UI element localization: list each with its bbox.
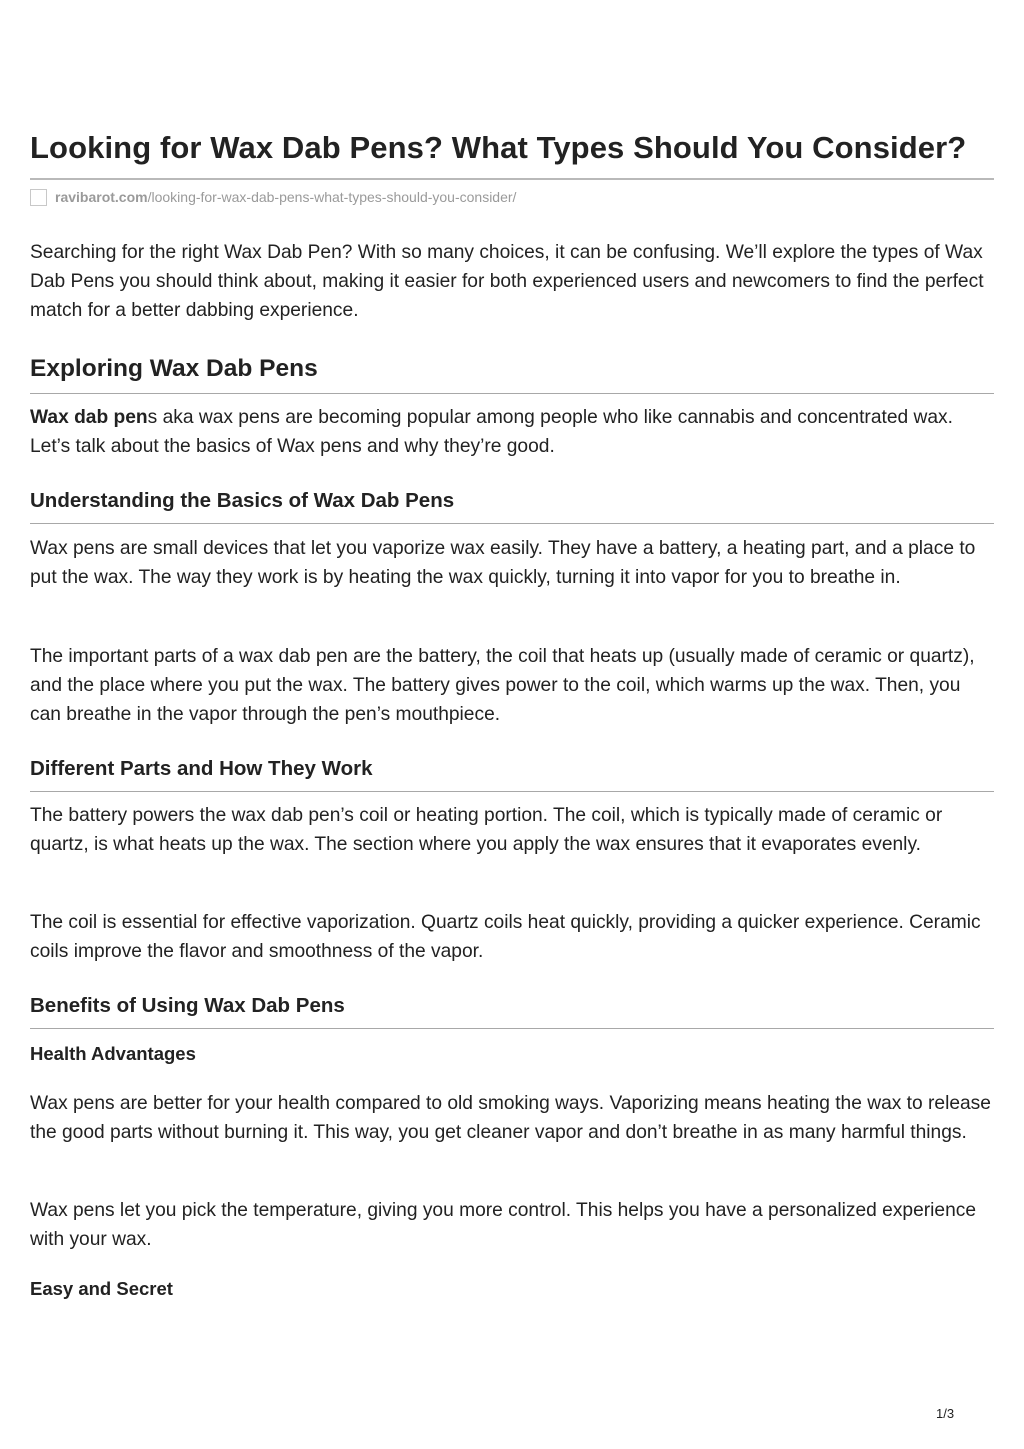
parts-paragraph-1: The battery powers the wax dab pen’s coil or heating portion. The coil, which is typically made of ceramic or quartz, is what heats up the wax. The section where you apply the wax ensures that it evaporates evenly. [30, 805, 943, 855]
source-path[interactable]: /looking-for-wax-dab-pens-what-types-should-you-consider/ [147, 189, 517, 205]
page-number: 1/3 [936, 1406, 955, 1421]
basics-paragraph-2: The important parts of a wax dab pen are the battery, the coil that heats up (usually made of ceramic or quartz), and the place where you put the wax. The battery gives power to the coil, which warms up the wax. Then, you can breathe in the vapor through the pen’s mouthpiece. [30, 646, 975, 725]
parts-paragraph-2: The coil is essential for effective vaporization. Quartz coils heat quickly, providing a quicker experience. Ceramic coils improve the flavor and smoothness of the vapor. [30, 912, 981, 962]
section-heading-basics: Understanding the Basics of Wax Dab Pens [30, 489, 455, 512]
section-divider [30, 1028, 994, 1029]
wax-dab-pen-link[interactable]: Wax dab pen [30, 407, 148, 428]
section-divider [30, 523, 994, 524]
favicon-icon [30, 189, 47, 206]
page-title: Looking for Wax Dab Pens? What Types Should You Consider? [30, 130, 967, 165]
section-heading-parts: Different Parts and How They Work [30, 757, 373, 780]
subheading-health: Health Advantages [30, 1043, 196, 1064]
benefits-paragraph-1: Wax pens are better for your health compared to old smoking ways. Vaporizing means heating the wax to release the good parts without burning it. This way, you get cleaner vapor and don’t breathe in as many harmful things. [30, 1093, 991, 1143]
section-heading-benefits: Benefits of Using Wax Dab Pens [30, 994, 345, 1017]
section-heading-exploring: Exploring Wax Dab Pens [30, 355, 318, 382]
benefits-paragraph-2: Wax pens let you pick the temperature, giving you more control. This helps you have a personalized experience with your wax. [30, 1200, 977, 1250]
source-domain[interactable]: ravibarot.com [55, 189, 148, 205]
source-url[interactable] [30, 186, 516, 208]
section-divider [30, 791, 994, 792]
title-divider [30, 178, 994, 180]
exploring-paragraph-text: s aka wax pens are becoming popular among people who like cannabis and concentrated wax. Let’s talk about the basics of Wax pens and why they’re good. [30, 407, 953, 457]
basics-paragraph-1: Wax pens are small devices that let you vaporize wax easily. They have a battery, a heating part, and a place to put the wax. The way they work is by heating the wax quickly, turning it into vapor for you to breathe in. [30, 538, 976, 588]
exploring-paragraph [30, 404, 994, 462]
section-divider [30, 393, 994, 394]
intro-paragraph: Searching for the right Wax Dab Pen? With so many choices, it can be confusing. We’ll explore the types of Wax Dab Pens you should think about, making it easier for both experienced users and newcomers to find the perfect match for a better dabbing experience. [30, 242, 984, 321]
subheading-easy-secret: Easy and Secret [30, 1278, 173, 1299]
